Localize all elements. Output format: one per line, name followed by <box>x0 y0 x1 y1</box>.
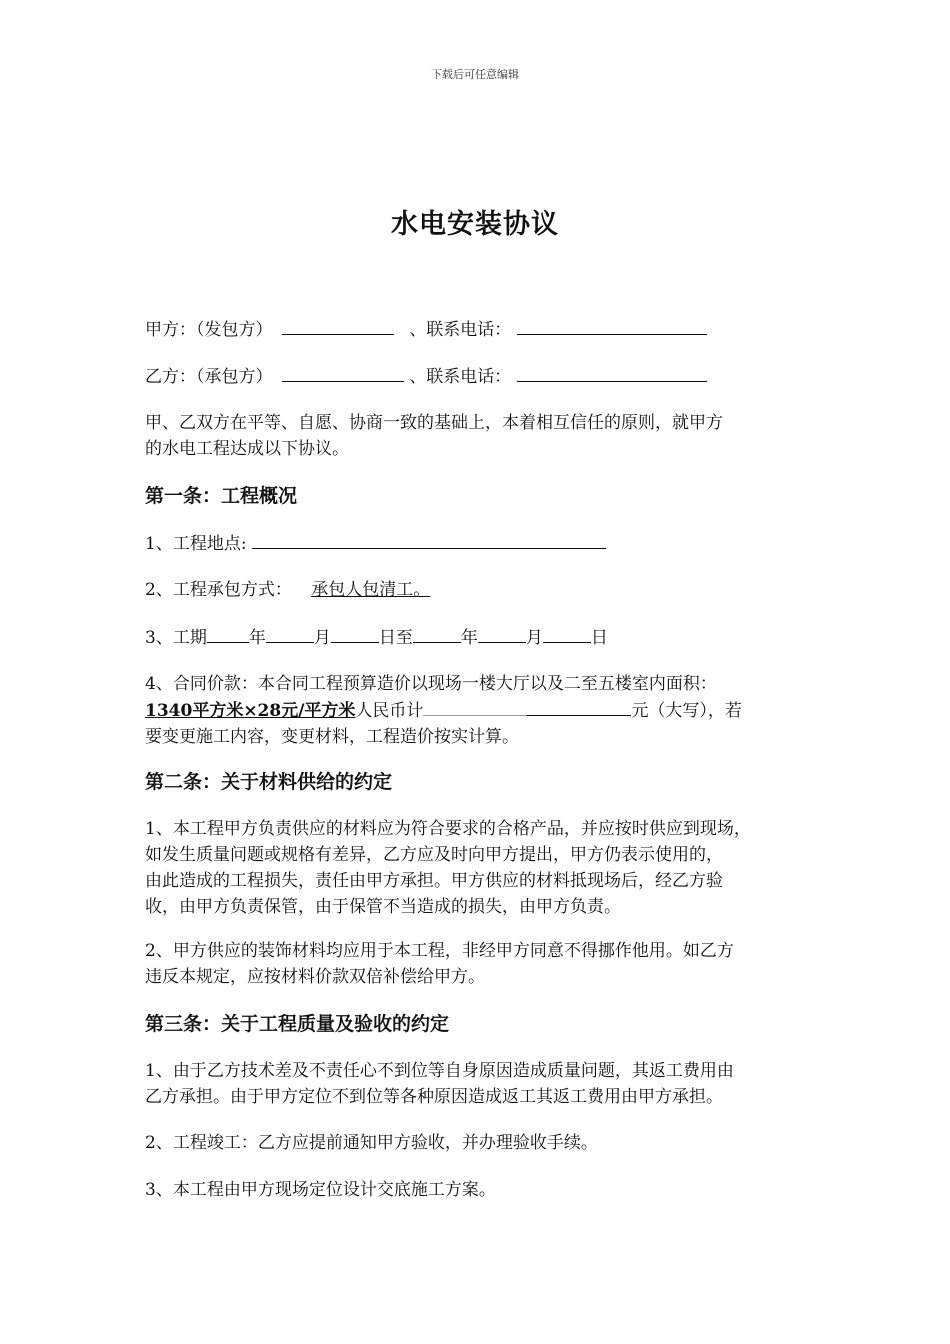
article-2-heading: 第二条：关于材料供给的约定 <box>145 771 393 793</box>
intro-line: 甲、乙双方在平等、自愿、协商一致的基础上，本着相互信任的原则，就甲方 <box>145 413 723 433</box>
party-a-label: 甲方：（发包方） <box>145 320 273 340</box>
price-line-3: 要变更施工内容，变更材料，工程造价按实计算。 <box>145 727 519 747</box>
article-1-item-4 <box>145 671 845 750</box>
clause-line: 2、甲方供应的装饰材料均应用于本工程，非经甲方同意不得挪作他用。如乙方 <box>145 941 734 961</box>
article-2-clause-1 <box>145 816 845 920</box>
clause-line: 由此造成的工程损失，责任由甲方承担。甲方供应的材料抵现场后，经乙方验 <box>145 871 723 891</box>
clause-line: 违反本规定，应按材料价款双倍补偿给甲方。 <box>145 967 485 987</box>
clause-line: 收，由甲方负责保管，由于保管不当造成的损失，由甲方负责。 <box>145 897 621 917</box>
article-3-clause-1 <box>145 1058 825 1110</box>
intro-paragraph <box>145 410 825 462</box>
period-month-label: 月 <box>313 628 331 648</box>
party-b-label: 乙方：（承包方） <box>145 367 273 387</box>
price-rmb-label: 人民币计 <box>355 701 424 721</box>
period-year2-label: 年 <box>460 628 478 648</box>
price-tail: 元（大写），若 <box>631 701 742 721</box>
end-month-blank[interactable] <box>478 624 526 643</box>
party-b-phone-label: 、联系电话： <box>409 367 512 387</box>
article-1-item-1 <box>145 530 606 557</box>
clause-line: 如发生质量问题或规格有差异，乙方应及时向甲方提出，甲方仍表示使用的， <box>145 845 723 865</box>
price-number-blank[interactable] <box>423 697 527 716</box>
article-2-clause-2 <box>145 938 825 990</box>
article-1-item-2 <box>145 577 430 603</box>
site-label: 1、工程地点: <box>145 534 247 554</box>
party-a-name-blank[interactable] <box>282 316 394 335</box>
article-1-item-3 <box>145 624 608 651</box>
price-formula: 1340平方米×28元/平方米 <box>145 701 356 721</box>
start-day-blank[interactable] <box>331 624 379 643</box>
period-month2-label: 月 <box>525 628 543 648</box>
intro-line: 的水电工程达成以下协议。 <box>145 439 349 459</box>
price-words-blank[interactable] <box>527 697 631 716</box>
party-b-row <box>145 363 707 390</box>
end-year-blank[interactable] <box>413 624 461 643</box>
period-prefix: 3、工期 <box>145 628 207 648</box>
article-3-heading: 第三条：关于工程质量及验收的约定 <box>145 1013 450 1035</box>
contract-mode-label: 2、工程承包方式： <box>145 580 292 600</box>
start-month-blank[interactable] <box>266 624 314 643</box>
price-line-2 <box>145 697 845 724</box>
document-title: 水电安装协议 <box>391 209 559 240</box>
page-header-note: 下载后可任意编辑 <box>431 68 519 81</box>
party-a-phone-label: 、联系电话： <box>409 320 512 340</box>
period-dayto-label: 日至 <box>378 628 413 648</box>
party-a-row <box>145 316 707 343</box>
period-year-label: 年 <box>248 628 266 648</box>
clause-line: 1、由于乙方技术差及不责任心不到位等自身原因造成质量问题，其返工费用由 <box>145 1061 734 1081</box>
price-line-1: 4、合同价款：本合同工程预算造价以现场一楼大厅以及二至五楼室内面积： <box>145 674 717 694</box>
party-b-phone-blank[interactable] <box>517 363 707 382</box>
article-1-heading: 第一条：工程概况 <box>145 485 298 507</box>
site-blank[interactable] <box>252 530 606 549</box>
period-day-label: 日 <box>590 628 608 648</box>
party-b-name-blank[interactable] <box>282 363 404 382</box>
clause-line: 1、本工程甲方负责供应的材料应为符合要求的合格产品，并应按时供应到现场， <box>145 819 751 839</box>
end-day-blank[interactable] <box>543 624 591 643</box>
contract-mode-value: 承包人包清工。 <box>311 580 431 600</box>
article-3-clause-3: 3、本工程由甲方现场定位设计交底施工方案。 <box>145 1180 496 1200</box>
party-a-phone-blank[interactable] <box>517 316 707 335</box>
article-3-clause-2: 2、工程竣工：乙方应提前通知甲方验收，并办理验收手续。 <box>145 1133 598 1153</box>
start-year-blank[interactable] <box>207 624 249 643</box>
clause-line: 乙方承担。由于甲方定位不到位等各种原因造成返工其返工费用由甲方承担。 <box>145 1087 723 1107</box>
